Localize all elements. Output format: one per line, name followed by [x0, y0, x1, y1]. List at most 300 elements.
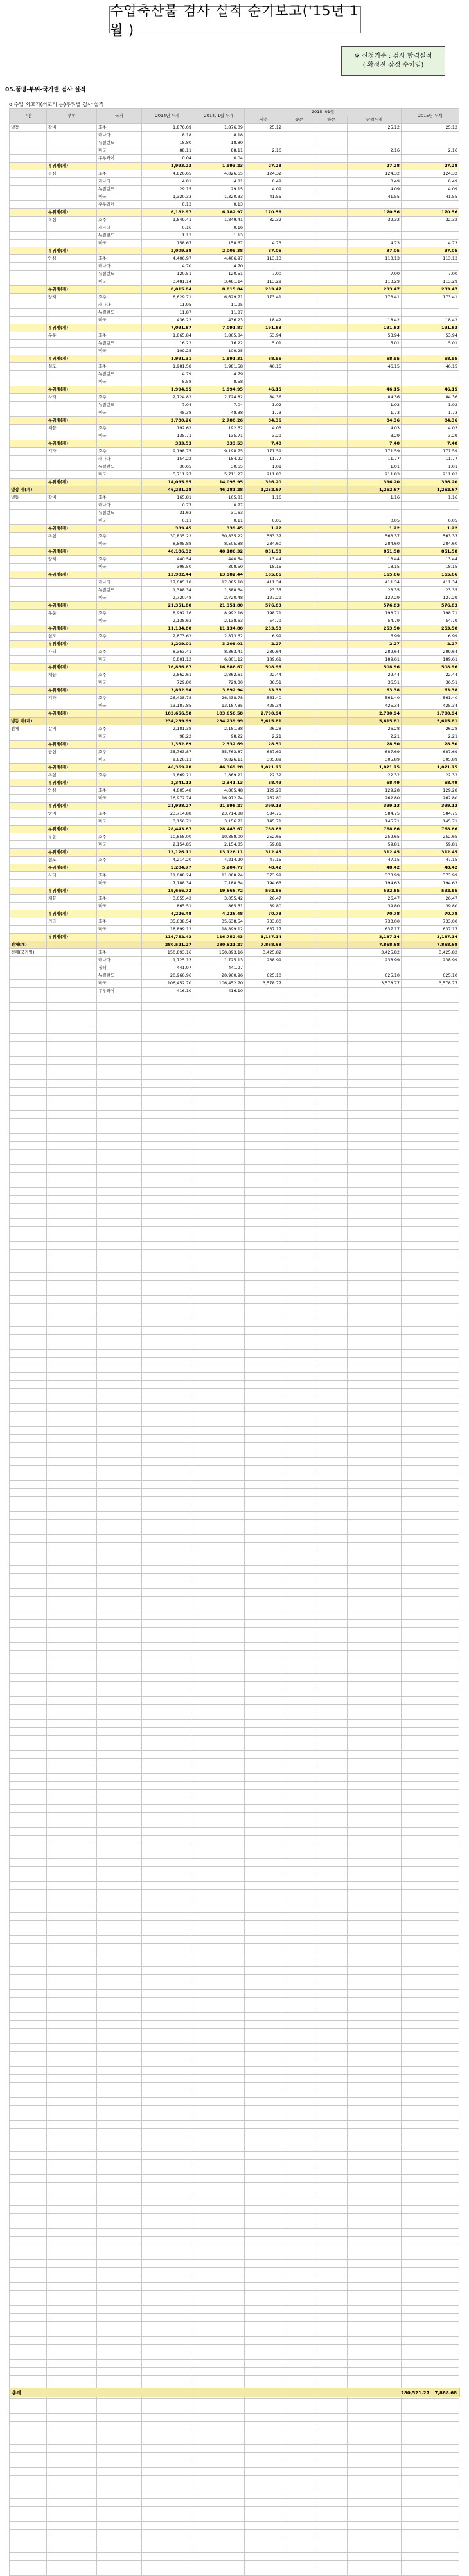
table-cell: [47, 718, 97, 725]
table-cell: 2,341.13: [142, 779, 193, 787]
table-cell: [402, 2453, 459, 2460]
table-cell: [142, 2052, 193, 2059]
table-cell: [283, 1196, 315, 1204]
table-cell: [245, 201, 283, 209]
table-cell: [283, 1419, 315, 1427]
table-row: [10, 1165, 459, 1173]
table-cell: 3,187.14: [402, 934, 459, 941]
table-cell: [283, 463, 315, 471]
table-cell: [47, 1435, 97, 1443]
table-cell: [10, 679, 47, 687]
table-cell: [10, 1859, 47, 1867]
table-cell: 미국: [97, 594, 142, 602]
table-cell: [402, 155, 459, 163]
table-cell: 사태: [47, 872, 97, 880]
table-cell: [402, 1358, 459, 1365]
table-cell: [315, 432, 348, 440]
table-cell: [348, 1535, 402, 1543]
table-cell: [315, 1527, 348, 1535]
table-cell: [283, 1990, 315, 1998]
table-cell: [348, 2206, 402, 2214]
table-cell: [47, 1867, 97, 1874]
table-row: [10, 1512, 459, 1520]
table-cell: [142, 1928, 193, 1936]
table-cell: [47, 456, 97, 463]
table-cell: [283, 301, 315, 309]
table-cell: [245, 510, 283, 517]
table-cell: [315, 1034, 348, 1042]
table-cell: [193, 2545, 245, 2553]
table-cell: [97, 486, 142, 494]
table-cell: [193, 2406, 245, 2414]
table-cell: 124.32: [348, 170, 402, 178]
table-cell: [47, 2360, 97, 2368]
table-cell: 1.01: [245, 463, 283, 471]
table-cell: [142, 1412, 193, 1419]
table-cell: [283, 1111, 315, 1119]
table-cell: [97, 1813, 142, 1820]
table-cell: [283, 1867, 315, 1874]
table-cell: [10, 409, 47, 417]
table-cell: 32.32: [402, 217, 459, 224]
table-cell: [283, 2214, 315, 2221]
table-cell: [47, 1736, 97, 1743]
table-cell: [142, 1335, 193, 1342]
table-cell: [315, 710, 348, 718]
table-cell: [348, 964, 402, 972]
table-cell: [315, 1342, 348, 1350]
table-cell: [402, 2113, 459, 2121]
table-cell: [97, 1612, 142, 1620]
table-row: [10, 2052, 459, 2059]
table-cell: [315, 857, 348, 864]
table-cell: [315, 880, 348, 887]
table-cell: [47, 486, 97, 494]
table-cell: [245, 2075, 283, 2083]
table-cell: [10, 1481, 47, 1489]
table-cell: [47, 1219, 97, 1227]
table-cell: [283, 587, 315, 594]
table-cell: [47, 1982, 97, 1990]
table-cell: 150,893.16: [142, 949, 193, 957]
table-cell: 46.15: [245, 363, 283, 371]
table-cell: [315, 564, 348, 571]
table-cell: 8,992.16: [193, 610, 245, 617]
table-cell: [47, 1504, 97, 1512]
table-cell: [97, 1543, 142, 1550]
table-cell: 9,826.11: [142, 756, 193, 764]
table-cell: [10, 1489, 47, 1497]
table-cell: [315, 1150, 348, 1157]
table-cell: [142, 2175, 193, 2183]
table-cell: [10, 1651, 47, 1658]
table-cell: 3,578.77: [245, 980, 283, 988]
table-cell: [283, 2260, 315, 2268]
table-cell: [97, 1951, 142, 1959]
table-cell: [348, 2113, 402, 2121]
table-row: [10, 1419, 459, 1427]
table-cell: [97, 1527, 142, 1535]
table-row: [10, 1913, 459, 1921]
table-cell: [193, 1550, 245, 1558]
table-cell: [315, 833, 348, 841]
table-cell: 호주: [97, 833, 142, 841]
table-cell: [283, 1921, 315, 1928]
table-row: [10, 425, 459, 432]
table-cell: [315, 463, 348, 471]
table-row: [10, 1088, 459, 1096]
table-cell: [402, 1558, 459, 1566]
table-cell: [348, 2545, 402, 2553]
table-cell: 4,226.48: [193, 910, 245, 918]
table-cell: [97, 1365, 142, 1373]
table-cell: [97, 1427, 142, 1435]
table-cell: [245, 2499, 283, 2507]
table-cell: [47, 2376, 97, 2383]
table-cell: [315, 124, 348, 132]
table-cell: 39.80: [348, 903, 402, 910]
table-cell: [47, 1697, 97, 1705]
table-cell: [315, 1458, 348, 1466]
table-cell: [283, 656, 315, 664]
table-cell: [315, 818, 348, 826]
table-cell: [97, 2113, 142, 2121]
table-cell: [142, 2445, 193, 2453]
table-cell: 851.58: [402, 548, 459, 556]
table-cell: [315, 1003, 348, 1011]
table-cell: [402, 1975, 459, 1982]
table-cell: [402, 2090, 459, 2098]
table-cell: [97, 1111, 142, 1119]
table-cell: [245, 1011, 283, 1018]
table-cell: [283, 124, 315, 132]
table-cell: [402, 1204, 459, 1211]
table-cell: [315, 1666, 348, 1674]
table-cell: [97, 2568, 142, 2576]
table-cell: 0.04: [193, 155, 245, 163]
table-cell: [193, 2206, 245, 2214]
table-cell: [283, 2445, 315, 2453]
table-cell: 26,438.78: [193, 695, 245, 702]
table-row: [10, 1813, 459, 1820]
table-cell: 305.89: [348, 756, 402, 764]
table-cell: [283, 1204, 315, 1211]
table-cell: 2,009.38: [193, 247, 245, 255]
table-cell: [10, 1219, 47, 1227]
table-row: [10, 155, 459, 163]
table-cell: [315, 2376, 348, 2383]
table-cell: [10, 2121, 47, 2129]
table-cell: [283, 1635, 315, 1643]
table-cell: [193, 2021, 245, 2029]
table-cell: [245, 1157, 283, 1165]
table-cell: [97, 1782, 142, 1790]
table-cell: 3,156.71: [193, 818, 245, 826]
table-cell: [315, 2252, 348, 2260]
table-cell: 165.66: [402, 571, 459, 579]
table-cell: [142, 1250, 193, 1257]
table-cell: [402, 1057, 459, 1065]
table-cell: [348, 2414, 402, 2422]
table-cell: [10, 1774, 47, 1782]
table-cell: [245, 2283, 283, 2291]
table-cell: [348, 1520, 402, 1527]
table-cell: [97, 2561, 142, 2568]
table-cell: [315, 2283, 348, 2291]
table-cell: 0.05: [245, 517, 283, 525]
table-cell: [97, 1504, 142, 1512]
table-cell: 58.95: [348, 355, 402, 363]
table-cell: [10, 1319, 47, 1327]
table-cell: [402, 1959, 459, 1967]
table-cell: [348, 2244, 402, 2252]
table-cell: [142, 1473, 193, 1481]
table-row: [10, 957, 459, 964]
table-cell: [283, 217, 315, 224]
table-cell: [97, 1836, 142, 1843]
table-cell: [283, 540, 315, 548]
table-cell: 1,981.58: [142, 363, 193, 371]
table-row: [10, 1018, 459, 1026]
table-cell: [193, 2129, 245, 2136]
table-cell: [142, 1088, 193, 1096]
table-row: [10, 1342, 459, 1350]
table-cell: [47, 1805, 97, 1813]
table-cell: 11.95: [193, 301, 245, 309]
table-cell: 4.03: [245, 425, 283, 432]
table-cell: [245, 1026, 283, 1034]
table-cell: [315, 671, 348, 679]
table-cell: 198.71: [245, 610, 283, 617]
table-cell: [97, 1373, 142, 1381]
table-cell: [402, 1150, 459, 1157]
table-cell: [245, 232, 283, 240]
table-cell: [10, 656, 47, 664]
table-cell: [315, 1759, 348, 1766]
table-cell: 전체(계): [10, 941, 47, 949]
table-cell: [47, 1489, 97, 1497]
table-row: [10, 1928, 459, 1936]
table-cell: [348, 2136, 402, 2144]
table-cell: 284.60: [245, 540, 283, 548]
table-cell: [245, 1774, 283, 1782]
table-cell: 14,095.95: [142, 479, 193, 486]
table-cell: [315, 409, 348, 417]
table-cell: [315, 787, 348, 795]
grand-total-value2: 7,868.68: [434, 2390, 457, 2395]
table-cell: [315, 502, 348, 510]
table-cell: [283, 833, 315, 841]
table-cell: [315, 1851, 348, 1859]
table-cell: 165.66: [245, 571, 283, 579]
table-cell: [10, 170, 47, 178]
table-cell: [193, 2561, 245, 2568]
table-row: [10, 432, 459, 440]
table-cell: [10, 2190, 47, 2198]
table-row: [10, 1682, 459, 1689]
table-cell: [97, 1281, 142, 1288]
table-cell: [47, 1967, 97, 1975]
table-row: [10, 1543, 459, 1550]
table-row: [10, 1288, 459, 1296]
table-row: [10, 1180, 459, 1188]
table-cell: [402, 1304, 459, 1311]
table-cell: 25.12: [402, 124, 459, 132]
table-cell: [283, 579, 315, 587]
table-cell: [283, 2013, 315, 2021]
table-cell: [142, 1520, 193, 1527]
table-row: [10, 718, 459, 725]
table-cell: [402, 1751, 459, 1759]
table-cell: [142, 1458, 193, 1466]
table-cell: [283, 1604, 315, 1612]
table-row: [10, 1674, 459, 1682]
table-cell: [142, 1173, 193, 1180]
table-cell: [402, 2198, 459, 2206]
table-cell: 미국: [97, 147, 142, 155]
table-cell: [193, 1574, 245, 1581]
table-cell: 637.17: [402, 926, 459, 934]
table-row: [10, 803, 459, 810]
table-cell: [348, 1728, 402, 1736]
table-cell: [142, 2476, 193, 2483]
table-cell: [315, 2021, 348, 2029]
table-row: [10, 664, 459, 671]
table-row: [10, 2507, 459, 2514]
table-cell: [348, 1651, 402, 1658]
table-cell: 미국: [97, 471, 142, 479]
table-cell: [142, 2268, 193, 2275]
table-cell: 캐나다: [97, 957, 142, 964]
table-cell: [193, 2360, 245, 2368]
table-cell: [142, 1874, 193, 1882]
table-cell: 27.28: [245, 163, 283, 170]
table-cell: [283, 880, 315, 887]
table-cell: [193, 1890, 245, 1897]
table-cell: [245, 1327, 283, 1335]
table-cell: [193, 2422, 245, 2429]
table-cell: [283, 1874, 315, 1882]
col-header: 상순: [245, 116, 283, 124]
table-cell: [348, 1967, 402, 1975]
table-cell: [47, 1404, 97, 1412]
table-cell: 사태: [47, 648, 97, 656]
table-cell: [348, 1813, 402, 1820]
table-cell: [315, 2530, 348, 2537]
table-cell: [10, 2059, 47, 2067]
table-cell: 84.36: [402, 417, 459, 425]
table-cell: [245, 1874, 283, 1882]
table-cell: [47, 1944, 97, 1951]
table-cell: [142, 1597, 193, 1604]
table-cell: [97, 1080, 142, 1088]
table-cell: [315, 309, 348, 317]
col-header: 2015년 누계: [402, 109, 459, 124]
table-cell: [245, 1034, 283, 1042]
table-row: [10, 1396, 459, 1404]
table-cell: [315, 695, 348, 702]
table-row: [10, 2129, 459, 2136]
table-cell: [245, 1435, 283, 1443]
table-cell: [97, 602, 142, 610]
table-cell: 뉴질랜드: [97, 139, 142, 147]
table-cell: [245, 964, 283, 972]
table-cell: 22.44: [402, 671, 459, 679]
table-row: [10, 355, 459, 363]
table-cell: [97, 1003, 142, 1011]
table-cell: 4.73: [402, 240, 459, 247]
table-cell: [245, 1003, 283, 1011]
grand-total-label: 총계: [12, 2390, 21, 2395]
table-cell: [283, 355, 315, 363]
table-cell: [97, 741, 142, 749]
table-cell: [47, 1604, 97, 1612]
table-cell: [142, 1859, 193, 1867]
table-cell: [10, 895, 47, 903]
table-cell: [10, 2491, 47, 2499]
table-cell: 호주: [97, 425, 142, 432]
table-cell: 4.81: [142, 178, 193, 186]
table-cell: [283, 1126, 315, 1134]
table-cell: 5.01: [245, 340, 283, 348]
table-cell: [283, 633, 315, 641]
table-cell: [402, 502, 459, 510]
table-cell: [10, 2376, 47, 2383]
table-cell: 부위계(계): [47, 687, 97, 695]
table-cell: [10, 926, 47, 934]
table-cell: 37.05: [348, 247, 402, 255]
table-cell: [97, 2090, 142, 2098]
table-row: [10, 2422, 459, 2429]
table-cell: [245, 1843, 283, 1851]
table-cell: [315, 1443, 348, 1450]
table-cell: [142, 1196, 193, 1204]
table-cell: [10, 2545, 47, 2553]
table-row: [10, 240, 459, 247]
table-cell: 48.38: [142, 409, 193, 417]
table-cell: [142, 1774, 193, 1782]
table-cell: [315, 217, 348, 224]
table-cell: [142, 2314, 193, 2322]
table-cell: [47, 1851, 97, 1859]
table-cell: [283, 749, 315, 756]
table-cell: [97, 887, 142, 895]
table-cell: [283, 625, 315, 633]
table-cell: 갈비: [47, 725, 97, 733]
table-row: [10, 1951, 459, 1959]
table-row: [10, 2067, 459, 2075]
table-cell: 19,666.72: [142, 887, 193, 895]
table-cell: [10, 1350, 47, 1358]
table-cell: [402, 510, 459, 517]
table-cell: [142, 2460, 193, 2468]
table-cell: 18,899.12: [193, 926, 245, 934]
table-row: [10, 1558, 459, 1566]
table-cell: [47, 402, 97, 409]
table-cell: [97, 1936, 142, 1944]
table-cell: [348, 2422, 402, 2429]
table-cell: [142, 2229, 193, 2237]
table-cell: [97, 2152, 142, 2160]
table-cell: [283, 548, 315, 556]
table-cell: [402, 2183, 459, 2190]
table-cell: [315, 2422, 348, 2429]
table-cell: [283, 702, 315, 710]
table-cell: [10, 1404, 47, 1412]
table-cell: 0.13: [193, 201, 245, 209]
table-cell: [193, 1273, 245, 1281]
table-cell: [402, 2483, 459, 2491]
